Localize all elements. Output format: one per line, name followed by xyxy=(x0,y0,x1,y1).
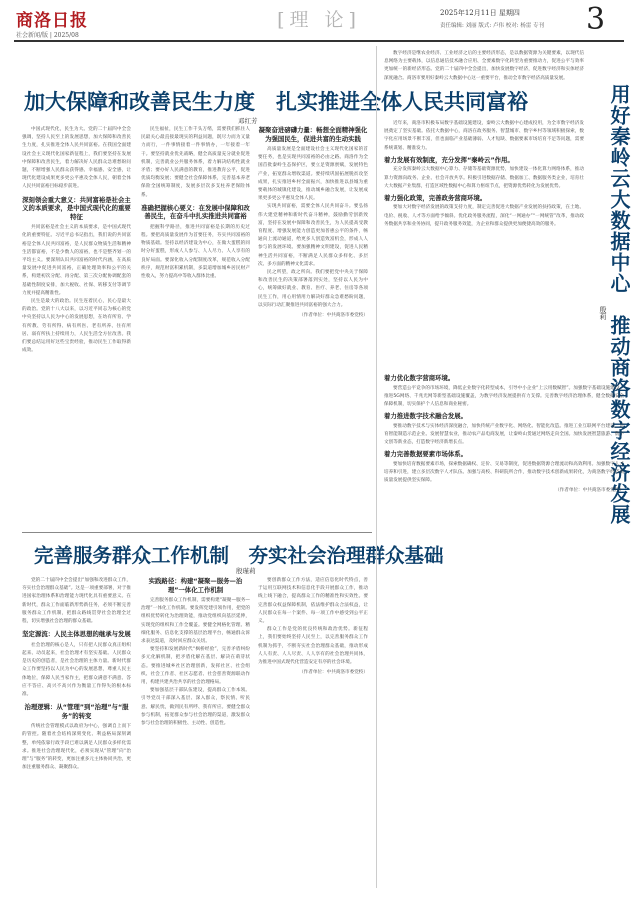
section-title: [理 论] xyxy=(277,9,361,31)
article3-headline: 用好秦岭云大数据中心 推动商洛数字经济发展 xyxy=(607,84,631,525)
issue-date: 2025年12月11日 星期四 xyxy=(440,9,520,17)
article2-subheading-3: 实践路径：构建“凝聚—服务—治理”一体化工作机制 xyxy=(148,577,243,594)
article3-source: （作者单位：中共商洛市委党校） xyxy=(555,488,624,494)
article1-paragraph: 中国式现代化，民生为大。党的二十届四中全会强调，坚持人民至上的发展思想，加大保障和改善民生力度，扎实推进全体人民共同富裕。在我国全面建设社会主义现代化国家新征程上，我们要坚持在发展中保障和改善民生，着力解决好人民群众急难愁盼问题，不断增强人民群众获得感、幸福感、安全感，让现代化建设成果更多更公平惠及全体人民，朝着全体人民共同富裕目标稳步前进。 xyxy=(22,127,131,190)
article1-column-2 xyxy=(141,126,250,530)
article1-paragraph: 把握科学路径，推进共同富裕是长期的历史过程。要把高质量发展作为首要任务，夯实共同富裕的物质基础。坚持以经济建设为中心，在做大蛋糕的同时分好蛋糕，形成人人参与、人人尽力、人人享有的良好局面。要深化收入分配制度改革，规范收入分配秩序，规范财富积累机制，多渠道增加城乡居民财产性收入，努力提高中等收入群体比重。 xyxy=(141,224,250,280)
article2-paragraph: 社会治理的核心是人，只有把人民群众真正组织起来、动员起来，社会治理才有坚实基础。人民群众是历史的创造者，是社会治理的主体力量。新时代群众工作要坚持以人民为中心的发展思想，尊重人民主体地位，保障人民当家作主，把群众满意不满意、答应不答应、高兴不高兴作为衡量工作得失的根本标准。 xyxy=(22,642,131,697)
article3-paragraph: 数字经济是继农业经济、工业经济之后的主要经济形态，是以数据资源为关键要素，以现代信息网络为主要载体，以信息通信技术融合应用、全要素数字化转型为重要推动力，促进公平与效率更加统一的新经济形态。党的二十届四中全会提出，加快发展数字经济，促进数字经济和实体经济深度融合。商洛市要用好秦岭云大数据中心这一重要平台，推动全市数字经济高质量发展。 xyxy=(384,51,584,81)
article1-column-3 xyxy=(258,126,368,530)
article3-paragraph: 要加快培育数据要素市场，探索数据确权、定价、交易等制度，促进数据资源合理流动和高效利用。加强数字人才培养和引进，建立多层次数字人才队伍。加强与高校、科研院所合作，推动数字技术创新成果转化，为商洛数字经济高质量发展提供坚实保障。 xyxy=(384,461,624,484)
column-divider xyxy=(376,46,377,888)
article1-subheading-2: 准确把握核心要义：在发展中保障和改善民生，在奋斗中扎实推进共同富裕 xyxy=(141,203,250,221)
masthead-rule xyxy=(14,40,624,42)
article1-paragraph: 民生福祉，民生工作千头万绪，需要我们抓住人民最关心最直接最现实的利益问题，既尽力而为又量力而行，一件事情接着一件事情办，一年接着一年干。要坚持就业优先战略，健全高质量充分就业促进机制，完善就业公共服务体系，着力解决结构性就业矛盾；要办好人民满意的教育，推进教育公平，促进优质均衡发展；要健全社会保障体系，完善基本养老保险全国统筹制度，发展多层次多支柱养老保险体系。 xyxy=(141,127,250,198)
article2-subheading-2: 治理逻辑：从“管理”到“治理”与“服务”的转变 xyxy=(24,703,129,720)
article2-paragraph: 传统社会管理模式以政府为中心，强调自上而下的管控。随着社会结构深刻变化、利益格局深刻调整，单纯依靠行政手段已难以满足人民群众多样化需求。推进社会治理现代化，必须实现从“管理”向“治理”与“服务”的转变，更加注重多元主体协同共治，更加注重服务群众、凝聚群众。 xyxy=(22,724,131,771)
article2-paragraph: 要坚持和发展新时代“枫桥经验”，完善矛盾纠纷多元化解机制，把矛盾化解在基层、解决在萌芽状态。要推进城乡社区治理创新，发挥社区、社会组织、社会工作者、社区志愿者、社会慈善资源联动作用，构建共建共治共享的社会治理格局。 xyxy=(141,647,250,686)
article2-paragraph: 要创新群众工作方法，适应信息化时代特点，善于运用互联网技术和信息化手段开展群众工作，推动线上线下融合，提高群众工作的精准性和实效性。要完善群众权益保障机制，依法维护群众合法权益，让人民群众在每一个案件、每一项工作中感受到公平正义。 xyxy=(258,578,368,625)
article3-subheading-1: 着力发展有效制度，充分发挥“秦岭云”作用。 xyxy=(384,155,514,164)
article2-column-1 xyxy=(22,577,131,887)
article3-paragraph: 充分发挥秦岭云大数据中心算力、存储等基础资源优势，加快建设一体化算力网络体系，推动算力资源向政务、企业、社会开放共享。积极引进数据存储、数据加工、数据服务类企业，培育壮大大数据产业集群，打造区域性数据中心和算力枢纽节点，把资源优势转化为发展优势。 xyxy=(384,167,584,189)
paper-meta: 社会新闻/版 | 2025/08 xyxy=(16,32,79,39)
article1-author: 邓红芳 xyxy=(238,117,258,125)
article3-subheading-4: 着力推进数字技术融合发展。 xyxy=(384,412,468,421)
article-divider xyxy=(22,532,372,533)
article3-paragraph: 要推动数字技术与实体经济深度融合，加快传统产业数字化、网络化、智能化改造。推进工业互联网平台建设，培育智能制造示范企业。发展智慧农业，推动农产品电商发展，让秦岭山货通过网络走向全国。加快发展智慧旅游、数字文创等新业态，打造数字经济新增长点。 xyxy=(384,423,624,446)
article2-headline: 完善服务群众工作机制 夯实社会治理群众基础 xyxy=(34,544,444,567)
article2-paragraph: 要加强基层干部队伍建设，提高群众工作本领。引导党员干部深入基层、深入群众，察民情、听民意、解民忧，做到民有所呼、我有所应。要健全群众参与机制，拓宽群众参与社会治理的渠道，激发群众参与社会治理的积极性、主动性、创造性。 xyxy=(141,688,250,727)
article1-column-1 xyxy=(22,126,131,530)
article2-paragraph: 群众工作是党的优良传统和政治优势。新征程上，我们要始终坚持人民至上，以完善服务群众工作机制为抓手，不断夯实社会治理群众基础，推动形成人人有责、人人尽责、人人享有的社会治理共同体，为推进中国式现代化营造安定有序的社会环境。 xyxy=(258,627,368,666)
article1-source: （作者单位：中共商洛市委党校） xyxy=(299,313,368,319)
article3-subheading-5: 着力完善数据要素市场体系。 xyxy=(384,450,468,459)
article2-paragraph: 完善服务群众工作机制，需要构建“凝聚—服务—治理”一体化工作机制。要发挥党建引领作用，把党的组织优势转化为治理效能，推动党组织向基层延伸，实现党的组织和工作全覆盖。要健全网格化管理、精细化服务、信息化支撑的基层治理平台，畅通群众诉求表达渠道，及时回应群众关切。 xyxy=(141,598,250,645)
article1-subheading-3: 凝聚奋进磅礴力量：畅想全面精神强化为强国民生，促进共富的生动实践 xyxy=(258,126,368,143)
article1-paragraph: 实现共同富裕，需要全体人民共同奋斗。要弘扬伟大建党精神和新时代奋斗精神，鼓励勤劳创新致富，坚持在发展中保障和改善民生，为人民提高受教育程度、增强发展能力创造更加普惠公平的条件，畅通向上流动通道，给更多人创造致富机会，形成人人参与的发展环境。要加强精神文明建设，促进人民精神生活共同富裕，不断满足人民群众多样化、多层次、多方面的精神文化需求。 xyxy=(258,204,368,267)
newspaper-logo: 商洛日报 xyxy=(16,11,88,31)
article3-paragraph: 要营造公平竞争的市场环境，降低企业数字化转型成本，引导中小企业“上云用数赋智”。加强数字基础设施建设，推进5G网络、千兆光网等新型基础设施覆盖，为数字经济发展提供有力支撑。完善数字经济治理体系，健全数据安全保障机制，切实保护个人信息和商业秘密。 xyxy=(384,385,624,407)
article2-subheading-1: 坚定源流：人民主体思想的继承与发展 xyxy=(22,630,131,639)
page-number: 3 xyxy=(586,2,606,37)
article1-paragraph: 民生是最大的政治。民生连着民心，民心是最大的政治。党的十八大以来，以习近平同志为核心的党中央坚持以人民为中心的发展思想，在幼有所育、学有所教、劳有所得、病有所医、老有所养、住有所居、弱有所扶上持续用力，人民生活全方位改善。我们要总结运用好这些宝贵经验，推动民生工作取得新成效。 xyxy=(22,298,131,354)
editor-credits: 责任编辑: 刘丽 版式: 卢伟 校对: 杨雷 专刊 xyxy=(440,23,545,29)
article1-paragraph: 民之所望，政之所向。我们要把党中央关于保障和改善民生的决策部署落到实处，坚持以人民为中心，统筹做好就业、教育、医疗、养老、住房等各项民生工作，用心用情用力解决好群众急难愁盼问题，以实际行动汇聚推进共同富裕的强大合力。 xyxy=(258,270,368,308)
article1-paragraph: 高质量发展是全面建设社会主义现代化国家的首要任务，也是实现共同富裕的必由之路。商洛作为全国首批秦岭生态保护区，要立足资源禀赋，发展特色产业，拓宽群众增收渠道。要持续巩固拓展脱贫攻坚成果，扎实推进乡村全面振兴，加快推进以县城为重要载体的城镇化建设，推动城乡融合发展，让发展成果更多更公平惠及全体人民。 xyxy=(258,147,368,202)
article1-paragraph: 共同富裕是社会主义的本质要求，是中国式现代化的重要特征。习近平总书记指出，我们说的共同富裕是全体人民共同富裕，是人民群众物质生活和精神生活都富裕，不是少数人的富裕，也不是整齐划一的平均主义。要深刻认识共同富裕的时代内涵，在高质量发展中促进共同富裕，正确处理效率和公平的关系，构建初次分配、再分配、第三次分配协调配套的基础性制度安排，加大税收、社保、转移支付等调节力度并提高精准性。 xyxy=(22,225,131,296)
article2-author: 殷瑾莉 xyxy=(236,567,256,575)
article2-column-2 xyxy=(141,577,250,887)
article1-headline: 加大保障和改善民生力度 扎实推进全体人民共同富裕 xyxy=(24,89,528,114)
article2-paragraph: 党的二十届四中全会提出“加强和改进群众工作，夯实社会治理群众基础”。这是一项重要部署，对于推进国家治理体系和治理能力现代化具有重要意义。在新时代，群众工作面临新形势新任务，必须不断完善服务群众工作机制，把群众路线贯穿社会治理全过程，切实增强社会治理的群众基础。 xyxy=(22,578,131,625)
article3-paragraph: 近年来，商洛市积极布局数字基础设施建设，秦岭云大数据中心建成投用，为全市数字经济发展奠定了坚实基础。依托大数据中心，商洛在政务服务、智慧城市、数字乡村等领域积极探索，数字化应用场景不断丰富，但也面临产业基础薄弱、人才短缺、数据要素市场培育不足等问题，需要系统谋划、精准发力。 xyxy=(384,121,584,151)
article3-subheading-3: 着力优化数字营商环境。 xyxy=(384,374,455,382)
article2-source: （作者单位：中共商洛市委党校） xyxy=(299,670,368,676)
article1-subheading-1: 深刻领会重大意义：共同富裕是社会主义的本质要求，是中国式现代化的重要特征 xyxy=(22,195,131,221)
article3-author: 殷莉 xyxy=(599,306,607,320)
article2-column-3 xyxy=(258,577,368,887)
article3-body-upper xyxy=(384,120,584,370)
article3-subheading-2: 着力强化政策，完善政务营商环境。 xyxy=(384,193,487,202)
article3-body-lower xyxy=(384,374,624,886)
article3-intro xyxy=(384,50,584,116)
article3-paragraph: 要加大对数字经济发展的政策支持力度，制定完善促进大数据产业发展的扶持政策，在土地、电价、税收、人才等方面给予倾斜。优化政务服务流程，深化“一网通办”“一网统管”改革，推动政务数据共享和业务协同，提升政务服务效能，为企业和群众提供更加便捷高效的服务。 xyxy=(384,205,584,227)
